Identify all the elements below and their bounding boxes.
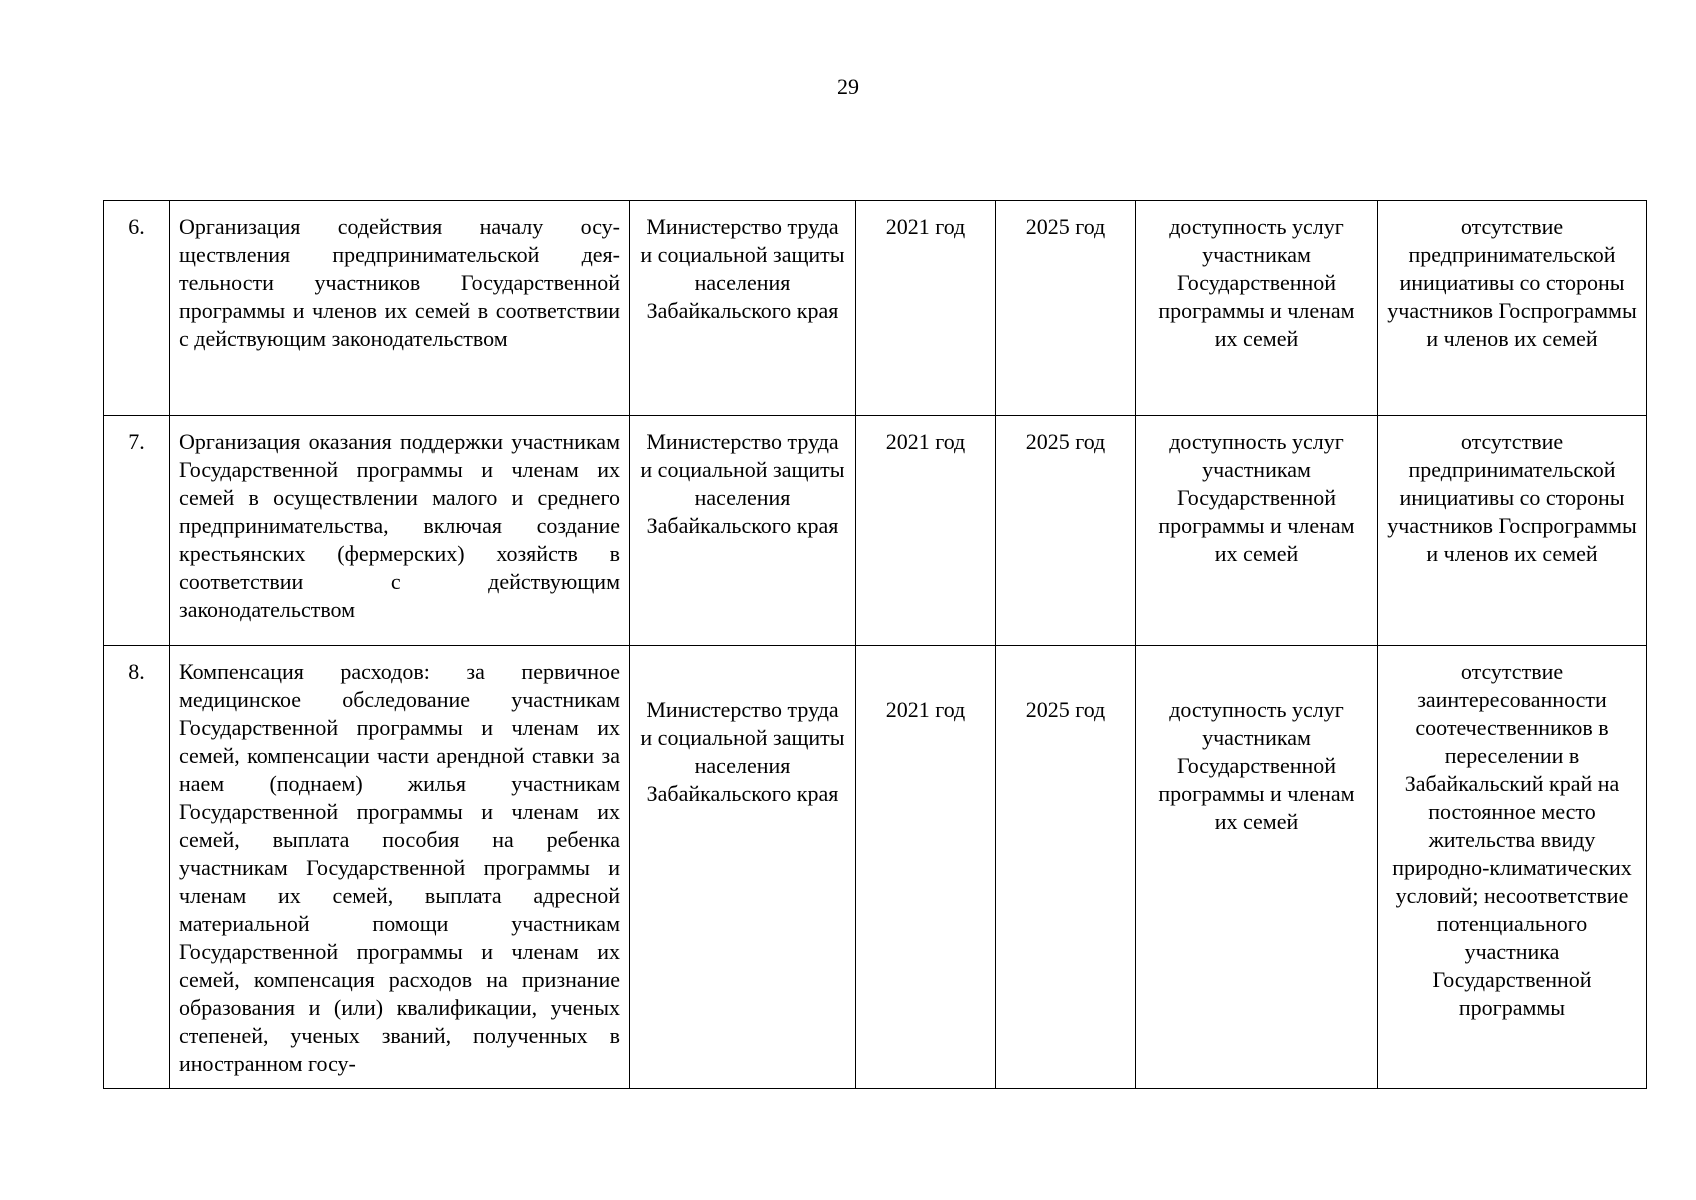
row-number: 8.	[104, 646, 170, 1089]
risk: отсутствие заинтересованности соотечественников в переселении в Забайкальский край на постоянное место жительства ввиду природно-климатических условий; несоответствие потенциального участника Государственной программы	[1378, 646, 1647, 1089]
measures-table	[103, 200, 1647, 1089]
risk: отсутствие предпринимательской инициативы со стороны участников Госпрограммы и членов их семей	[1378, 201, 1647, 416]
row-number: 6.	[104, 201, 170, 416]
risk: отсутствие предпринимательской инициативы со стороны участников Госпрограммы и членов их семей	[1378, 416, 1647, 646]
row-number: 7.	[104, 416, 170, 646]
table-row	[104, 646, 1647, 1089]
executor: Министерство труда и социальной защиты населения Забайкальского края	[630, 646, 856, 1089]
executor: Министерство труда и социальной защиты населения Забайкальского края	[630, 416, 856, 646]
measure-name: Организация содействия началу осуществления предпринимательской деятельности участников Государственной программы и членов их семей в соответствии с действующим законодательством	[170, 201, 630, 416]
table-row	[104, 416, 1647, 646]
expected-result: доступность услуг участникам Государственной программы и членам их семей	[1136, 646, 1378, 1089]
measure-name: Компенсация расходов: за первичное медицинское обследование участникам Государственной программы и членам их семей, компенсации части арендной ставки за наем (поднаем) жилья участникам Государственной программы и членам их семей, выплата пособия на ребенка участникам Государственной программы и членам их семей, выплата адресной материальной помощи участникам Государственной программы и членам их семей, компенсация расходов на признание образования и (или) квалификации, ученых степеней, ученых званий, полученных в иностранном госу-	[170, 646, 630, 1089]
start-year: 2021 год	[856, 416, 996, 646]
executor: Министерство труда и социальной защиты населения Забайкальского края	[630, 201, 856, 416]
table-row	[104, 201, 1647, 416]
measure-name: Организация оказания поддержки участникам Государственной программы и членам их семей в осуществлении малого и среднего предпринимательства, включая создание крестьянских (фермерских) хозяйств в соответствии с действующим законодательством	[170, 416, 630, 646]
end-year: 2025 год	[996, 416, 1136, 646]
end-year: 2025 год	[996, 646, 1136, 1089]
page-number: 29	[837, 74, 859, 99]
expected-result: доступность услуг участникам Государственной программы и членам их семей	[1136, 201, 1378, 416]
expected-result: доступность услуг участникам Государственной программы и членам их семей	[1136, 416, 1378, 646]
end-year: 2025 год	[996, 201, 1136, 416]
start-year: 2021 год	[856, 201, 996, 416]
start-year: 2021 год	[856, 646, 996, 1089]
